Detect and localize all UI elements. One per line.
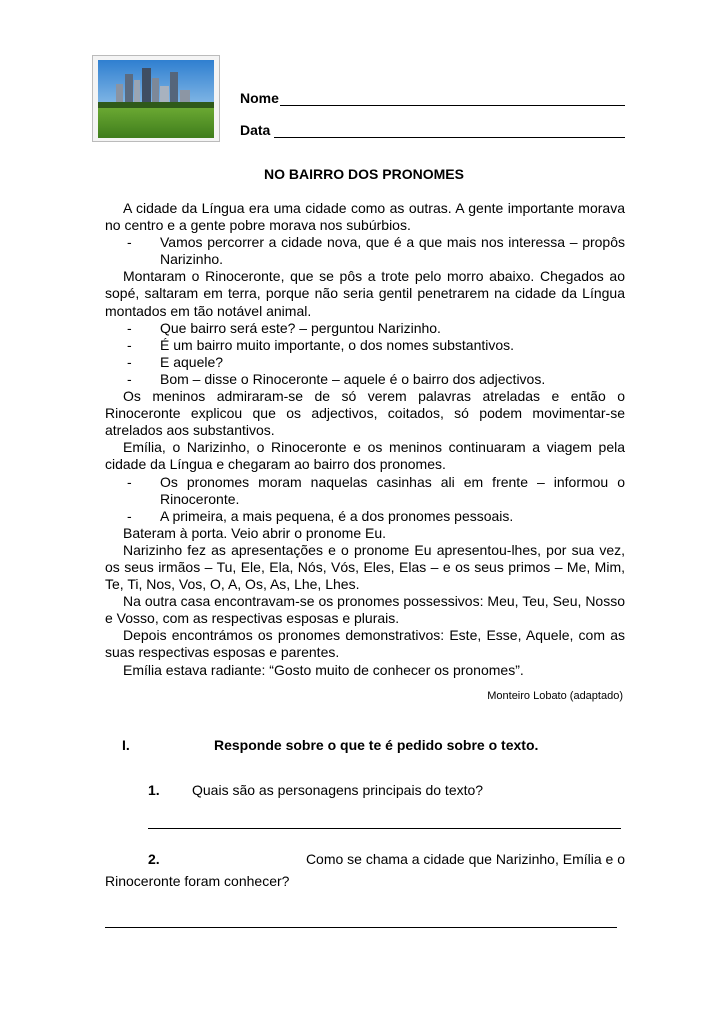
dialogue-line: [105, 354, 625, 371]
story-paragraph: Emília, o Narizinho, o Rinoceronte e os meninos continuaram a viagem pela cidade da Língua e chegaram ao bairro dos pronomes.: [105, 439, 625, 473]
story-paragraph: Emília estava radiante: “Gosto muito de conhecer os pronomes”.: [123, 661, 524, 678]
question-text-line-2: Rinoceronte foram conhecer?: [105, 873, 290, 889]
dialogue-dash: -: [127, 353, 132, 370]
question-text: Quais são as personagens principais do texto?: [192, 782, 484, 798]
answer-line-1[interactable]: [148, 828, 621, 829]
dialogue-text: E aquele?: [160, 353, 224, 370]
section-heading: [122, 737, 538, 753]
dialogue-text: Bom – disse o Rinoceronte – aquele é o bairro dos adjectivos.: [160, 370, 546, 387]
question-number: 2.: [148, 851, 160, 867]
question-text-line-1: Como se chama a cidade que Narizinho, Emília e o: [305, 851, 625, 867]
section-number: I.: [122, 737, 130, 753]
dialogue-line: [105, 474, 625, 508]
name-underline: [280, 105, 625, 106]
question-2-first-line: [105, 848, 625, 870]
date-field: [240, 122, 270, 138]
date-underline: [274, 137, 625, 138]
page-title: NO BAIRRO DOS PRONOMES: [264, 166, 464, 182]
dialogue-dash: -: [127, 507, 132, 524]
dialogue-dash: -: [127, 370, 132, 387]
story-paragraph: Os meninos admiraram-se de só verem palavras atreladas e então o Rinoceronte explicou que os adjectivos, coitados, só podem movimentar-se atrelados aos substantivos.: [105, 388, 625, 439]
dialogue-dash: -: [127, 234, 132, 251]
dialogue-line: [105, 234, 625, 268]
story-paragraph: Montaram o Rinoceronte, que se pôs a trote pelo morro abaixo. Chegados ao sopé, saltaram em terra, porque não seria gentil penetrarem na cidade da Língua montados em tão notável animal.: [105, 268, 625, 319]
question-2: [105, 848, 625, 892]
dialogue-line: [105, 371, 625, 388]
author-credit: Monteiro Lobato (adaptado): [487, 690, 623, 702]
section-title: Responde sobre o que te é pedido sobre o texto.: [214, 737, 539, 753]
dialogue-text: Os pronomes moram naquelas casinhas ali em frente – informou o Rinoceronte.: [160, 473, 625, 507]
story-paragraph: A cidade da Língua era uma cidade como as outras. A gente importante morava no centro e a gente pobre morava nos subúrbios.: [105, 200, 625, 234]
question-number: 1.: [148, 782, 160, 798]
name-field: [240, 90, 279, 106]
story-text: [105, 200, 625, 679]
answer-line-2[interactable]: [105, 927, 617, 928]
city-photo: [92, 55, 220, 142]
dialogue-line: [105, 508, 625, 525]
story-paragraph: Na outra casa encontravam-se os pronomes possessivos: Meu, Teu, Seu, Nosso e Vosso, com as respectivas esposas e plurais.: [105, 593, 625, 627]
name-label: Nome: [240, 90, 279, 106]
dialogue-line: [105, 320, 625, 337]
dialogue-dash: -: [127, 473, 132, 490]
story-paragraph: Narizinho fez as apresentações e o pronome Eu apresentou-lhes, por sua vez, os seus irmãos – Tu, Ele, Ela, Nós, Vós, Eles, Elas – e os seus primos – Me, Mim, Te, Ti, Nos, Vos, O, A, Os, As, Lhe, Lhes.: [105, 541, 625, 593]
dialogue-text: Que bairro será este? – perguntou Narizinho.: [160, 319, 441, 336]
dialogue-dash: -: [127, 319, 132, 336]
question-1: [148, 782, 483, 798]
dialogue-text: Vamos percorrer a cidade nova, que é a que mais nos interessa – propôs Narizinho.: [160, 234, 625, 268]
dialogue-line: [105, 337, 625, 354]
city-skyline-image: [98, 60, 214, 138]
story-paragraph: Bateram à porta. Veio abrir o pronome Eu.: [123, 524, 387, 541]
story-paragraph: Depois encontrámos os pronomes demonstrativos: Este, Esse, Aquele, com as suas respectivas esposas e parentes.: [105, 627, 625, 661]
date-label: Data: [240, 122, 271, 138]
dialogue-text: É um bairro muito importante, o dos nomes substantivos.: [160, 336, 515, 353]
dialogue-text: A primeira, a mais pequena, é a dos pronomes pessoais.: [160, 507, 514, 524]
dialogue-dash: -: [127, 336, 132, 353]
